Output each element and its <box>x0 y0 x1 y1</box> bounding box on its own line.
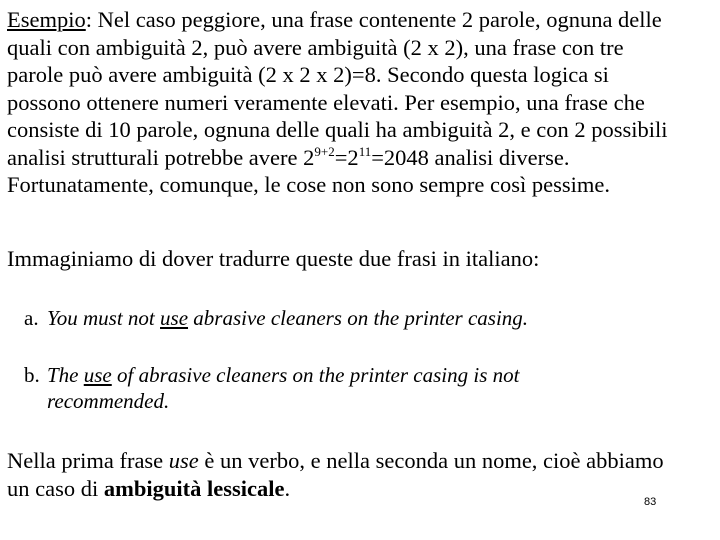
esempio-label: Esempio <box>7 7 86 32</box>
paragraph1-line7: Fortunatamente, comunque, le cose non sono sempre così pessime. <box>7 172 610 197</box>
paragraph1-line6 <box>7 144 668 172</box>
example-b <box>24 362 519 414</box>
esempio-colon: : <box>85 7 93 32</box>
example-b-pre: The <box>47 363 84 387</box>
paragraph3-line2-post: . <box>284 475 291 501</box>
paragraph-translate-intro <box>7 245 539 273</box>
exponent-11: 11 <box>358 143 372 159</box>
paragraph1-line4: possono ottenere numeri veramente elevati. Per esempio, una frase che <box>7 89 645 115</box>
paragraph2-text: Immaginiamo di dover tradurre queste due frasi in italiano: <box>7 246 540 271</box>
example-b-post: of abrasive cleaners on the printer casing is not <box>111 363 520 387</box>
example-b-line2: recommended. <box>47 389 170 413</box>
paragraph1-line1-text: Nel caso peggiore, una frase contenente 2 parole, ognuna delle <box>92 7 662 32</box>
paragraph-example-intro <box>7 6 668 199</box>
lexical-ambiguity-term: ambiguità lessicale <box>103 475 285 501</box>
page-number: 83 <box>644 496 657 508</box>
example-b-label: b. <box>24 363 40 387</box>
exponent-9-plus-2: 9+2 <box>314 143 335 159</box>
paragraph3-line2 <box>7 475 664 503</box>
line6-mid: =2 <box>334 144 359 170</box>
paragraph-conclusion <box>7 447 664 502</box>
example-a <box>24 305 528 331</box>
example-a-pre: You must not <box>47 306 161 330</box>
paragraph3-line1-post: è un verbo, e nella seconda un nome, cioè abbiamo <box>198 448 664 473</box>
example-b-sentence <box>47 363 519 387</box>
paragraph1-line5: consiste di 10 parole, ognuna delle quali ha ambiguità 2, e con 2 possibili <box>7 117 668 142</box>
paragraph1-line1 <box>7 6 668 34</box>
paragraph1-line2: quali con ambiguità 2, può avere ambiguità (2 x 2), una frase con tre <box>7 34 624 60</box>
line6-pre: analisi strutturali potrebbe avere 2 <box>7 144 315 170</box>
example-a-label: a. <box>24 306 39 330</box>
line6-post: =2048 analisi diverse. <box>371 144 570 170</box>
paragraph3-line1 <box>7 447 664 475</box>
example-a-keyword: use <box>160 306 189 330</box>
example-b-keyword: use <box>83 363 112 387</box>
paragraph3-line2-pre: un caso di <box>7 475 104 501</box>
example-a-post: abrasive cleaners on the printer casing. <box>188 306 529 330</box>
example-a-sentence <box>47 306 528 330</box>
paragraph3-line1-pre: Nella prima frase <box>7 448 169 473</box>
paragraph3-use-word: use <box>168 448 199 473</box>
paragraph1-line3: parole può avere ambiguità (2 x 2 x 2)=8. Secondo questa logica si <box>7 62 609 87</box>
